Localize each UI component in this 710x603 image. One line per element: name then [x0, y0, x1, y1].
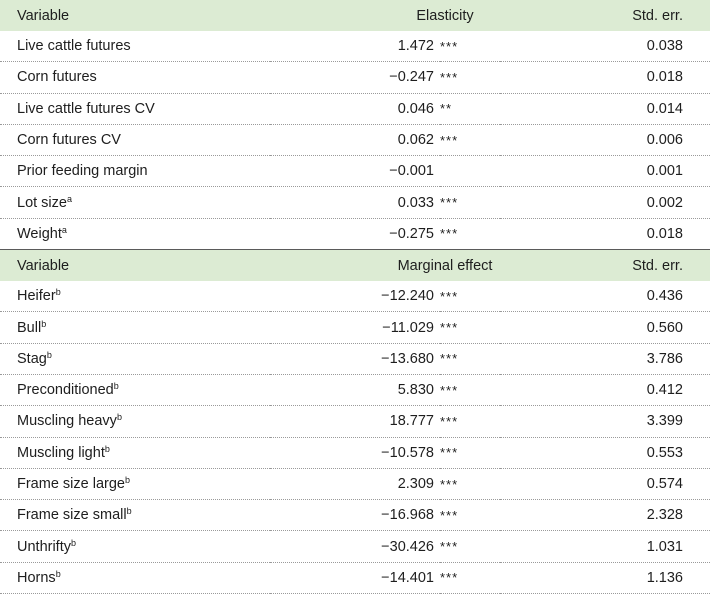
row-significance: *** — [440, 406, 500, 437]
row-footnote-marker: b — [104, 443, 110, 454]
row-footnote-marker: b — [46, 349, 52, 360]
row-significance: *** — [440, 124, 500, 155]
row-label: Stag — [17, 350, 47, 367]
row-std-err: 0.436 — [500, 281, 710, 312]
row-value: −16.968 — [270, 500, 440, 531]
row-footnote-marker: b — [116, 412, 122, 423]
table-row — [0, 62, 710, 93]
row-std-err: 0.001 — [500, 156, 710, 187]
column-header-value: Marginal effect — [270, 250, 500, 282]
column-header-std-err: Std. err. — [500, 250, 710, 282]
row-significance: *** — [440, 312, 500, 343]
row-significance: *** — [440, 562, 500, 593]
row-value: −11.029 — [270, 312, 440, 343]
table-row — [0, 562, 710, 593]
row-value: 2.309 — [270, 468, 440, 499]
row-footnote-marker: b — [124, 475, 130, 485]
row-variable — [0, 374, 270, 405]
row-std-err: 3.786 — [500, 343, 710, 374]
row-label: Muscling heavy — [17, 413, 117, 430]
row-value: 5.830 — [270, 374, 440, 405]
row-variable — [0, 343, 270, 374]
row-label: Lot size — [17, 194, 67, 211]
row-significance: *** — [440, 343, 500, 374]
row-label: Frame size large — [17, 476, 125, 492]
table-row — [0, 187, 710, 218]
row-value: 18.777 — [270, 406, 440, 437]
table-row — [0, 531, 710, 562]
row-value: 0.046 — [270, 93, 440, 124]
row-std-err: 0.006 — [500, 124, 710, 155]
row-significance: *** — [440, 281, 500, 312]
row-std-err: 0.018 — [500, 62, 710, 93]
row-footnote-marker: b — [113, 381, 119, 392]
row-variable — [0, 500, 270, 531]
row-variable — [0, 281, 270, 312]
row-std-err: 2.328 — [500, 500, 710, 531]
row-variable — [0, 218, 270, 249]
row-significance: *** — [440, 218, 500, 249]
row-significance: *** — [440, 468, 500, 499]
row-value: −0.247 — [270, 62, 440, 93]
section1-header-row — [0, 0, 710, 31]
row-significance: *** — [440, 437, 500, 468]
row-variable — [0, 562, 270, 593]
row-significance: *** — [440, 62, 500, 93]
row-label: Muscling light — [17, 444, 105, 461]
row-significance: *** — [440, 531, 500, 562]
row-std-err: 0.574 — [500, 468, 710, 499]
table-row — [0, 437, 710, 468]
column-header-value: Elasticity — [270, 0, 500, 31]
column-header-variable: Variable — [0, 250, 270, 282]
row-std-err: 0.553 — [500, 437, 710, 468]
table-row — [0, 281, 710, 312]
table-row — [0, 500, 710, 531]
row-variable — [0, 93, 270, 124]
table-row — [0, 156, 710, 187]
table-row — [0, 468, 710, 499]
row-footnote-marker: b — [55, 568, 61, 579]
row-value: −30.426 — [270, 531, 440, 562]
row-variable — [0, 312, 270, 343]
row-label: Frame size small — [17, 507, 127, 524]
row-variable — [0, 406, 270, 437]
row-label: Horns — [17, 569, 56, 586]
row-std-err: 1.031 — [500, 531, 710, 562]
row-significance — [440, 156, 500, 187]
row-footnote-marker: b — [41, 318, 47, 329]
row-label: Corn futures — [17, 69, 97, 86]
row-value: 0.033 — [270, 187, 440, 218]
row-significance: *** — [440, 31, 500, 62]
row-significance: *** — [440, 500, 500, 531]
section2-header-row — [0, 250, 710, 282]
row-std-err: 0.014 — [500, 93, 710, 124]
row-label: Unthrifty — [17, 538, 71, 555]
row-value: −12.240 — [270, 281, 440, 312]
row-variable — [0, 187, 270, 218]
row-std-err: 0.018 — [500, 218, 710, 249]
table-row — [0, 31, 710, 62]
row-label: Live cattle futures CV — [17, 100, 155, 117]
row-value: 0.062 — [270, 124, 440, 155]
row-label: Heifer — [17, 288, 56, 305]
row-variable — [0, 31, 270, 62]
row-label: Preconditioned — [17, 382, 114, 399]
row-label: Bull — [17, 319, 42, 336]
row-footnote-marker: b — [126, 506, 132, 517]
row-std-err: 0.560 — [500, 312, 710, 343]
table-row — [0, 312, 710, 343]
table-row — [0, 93, 710, 124]
row-std-err: 0.002 — [500, 187, 710, 218]
table-row — [0, 343, 710, 374]
row-variable — [0, 531, 270, 562]
row-variable — [0, 124, 270, 155]
table-row — [0, 124, 710, 155]
row-footnote-marker: a — [66, 193, 72, 204]
row-value: −10.578 — [270, 437, 440, 468]
row-footnote-marker: b — [71, 537, 77, 548]
row-label: Prior feeding margin — [17, 163, 148, 180]
row-value: −14.401 — [270, 562, 440, 593]
row-value: 1.472 — [270, 31, 440, 62]
row-significance: *** — [440, 374, 500, 405]
row-std-err: 3.399 — [500, 406, 710, 437]
row-std-err: 0.412 — [500, 374, 710, 405]
row-footnote-marker: b — [55, 287, 61, 298]
row-std-err: 0.038 — [500, 31, 710, 62]
table-row — [0, 374, 710, 405]
row-significance: *** — [440, 187, 500, 218]
table-row — [0, 406, 710, 437]
row-footnote-marker: a — [61, 224, 67, 235]
row-variable — [0, 468, 270, 499]
table-row — [0, 218, 710, 249]
row-label: Corn futures CV — [17, 132, 121, 149]
row-variable — [0, 62, 270, 93]
row-std-err: 1.136 — [500, 562, 710, 593]
row-variable — [0, 156, 270, 187]
row-label: Live cattle futures — [17, 38, 131, 55]
row-label: Weight — [17, 225, 62, 242]
row-variable — [0, 437, 270, 468]
column-header-variable: Variable — [0, 0, 270, 31]
row-significance: ** — [440, 93, 500, 124]
row-value: −13.680 — [270, 343, 440, 374]
row-value: −0.001 — [270, 156, 440, 187]
column-header-std-err: Std. err. — [500, 0, 710, 31]
row-value: −0.275 — [270, 218, 440, 249]
